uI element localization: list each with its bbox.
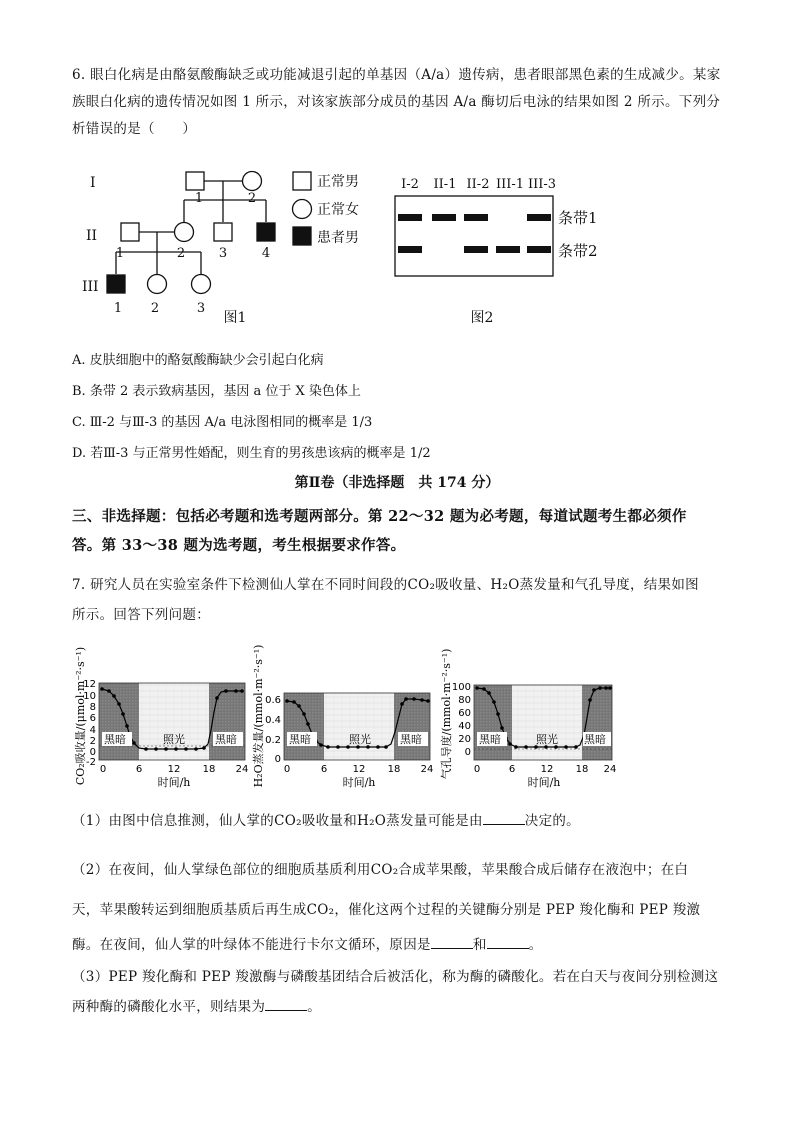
ind-label-I1: 1 [194,191,204,206]
c3-dark-label-right: 黑暗 [584,733,606,746]
gel-figure [392,170,622,330]
c1-light-label: 照光 [163,733,185,746]
ind-label-II2: 2 [176,246,186,261]
c2-xtick-0: 0 [283,764,291,775]
pedigree-III2-female [148,275,167,294]
c1-ytick-0: 0 [89,747,96,758]
c1-xtick-18: 18 [202,764,216,775]
ind-label-II4: 4 [261,246,271,261]
q6-stem-line2: 族眼白化病的遗传情况如图 1 所示，对该家族部分成员的基因 A/a 酶切后电泳的结果如图 2 所示。下列分 [72,94,721,110]
q7-stem-text-b: 吸收量、 [435,577,491,593]
q7-stem [72,570,724,630]
c3-ytick-60: 60 [458,708,471,719]
co2-formula: CO₂ [274,813,302,829]
band1-I-2 [398,214,422,221]
pedigree-III1-affected-male [107,275,125,293]
gel-lane-III-1: III-1 [495,177,525,192]
q7-part1-text-d: 决定的。 [524,813,580,829]
band2-II-2 [464,246,488,253]
section-instr-line1: 三、非选择题：包括必考题和选考题两部分。第 22～32 题为必考题，每道试题考生都必须作 [72,508,687,525]
gen-label-III: III [82,279,99,295]
q6-option-d: D. 若Ⅲ-3 与正常男性婚配，则生育的男孩患该病的概率是 1/2 [72,446,431,461]
c1-xtick-12: 12 [167,764,181,775]
c2-xtick-18: 18 [387,764,401,775]
q7-part3-text-b: 。 [307,999,322,1015]
c3-xtick-0: 0 [473,764,481,775]
band1-III-3 [527,214,551,221]
c1-xlabel: 时间/h [157,776,191,789]
q6-stem [72,62,724,143]
q7-stem-line1 [72,570,724,600]
q7-stem-text-a: 7. 研究人员在实验室条件下检测仙人掌在不同时间段的 [72,577,408,593]
c1-ytick-6: 6 [89,713,96,724]
band2-III-1 [496,246,520,253]
pedigree-II3-male [214,223,232,241]
c2-light-label: 照光 [349,733,371,746]
q7-part2-text-c: 天，苹果酸转运到细胞质基质后再生成 [72,902,307,918]
q7-part1-text-c: 蒸发量可能是由 [386,813,483,829]
pedigree-II1-male [121,223,139,241]
ind-label-III2: 2 [150,301,160,316]
h2o-formula: H₂O [490,577,520,593]
ind-label-III3: 3 [196,301,206,316]
pedigree-I2-female [243,172,262,191]
ind-label-II1: 1 [115,246,125,261]
ind-label-II3: 3 [218,246,228,261]
c3-xtick-24: 24 [603,764,617,775]
c1-ytick-neg2: -2 [86,757,96,768]
legend-normal-male: 正常男 [317,174,359,190]
chart-h2o-ylabel: H₂O蒸发量/(mmol·m⁻²·s⁻¹) [252,644,265,788]
co2-formula: CO₂ [306,902,335,918]
q7-part3-text-a: 两种酶的磷酸化水平，则结果为 [72,999,266,1015]
answer-blank[interactable] [487,934,529,949]
q6-stem-line3: 析错误的是（ ） [72,121,197,137]
chart-co2 [73,647,248,789]
legend-normal-female: 正常女 [317,202,359,218]
chart-stomata-ylabel: 气孔导度/(mmol·m⁻²·s⁻¹) [440,648,453,780]
q7-part2-text-g: 。 [528,937,543,953]
band1-II-2 [464,214,488,221]
c3-xtick-18: 18 [575,764,589,775]
gel-lane-II-1: II-1 [433,177,457,192]
pedigree-II4-affected-male [257,223,275,241]
c1-xtick-6: 6 [135,764,143,775]
ind-label-III1: 1 [113,301,123,316]
q6-option-c: C. Ⅲ-2 与Ⅲ-3 的基因 A/a 电泳图相同的概率是 1/3 [72,415,373,430]
chart-co2-ylabel: CO₂吸收量/(μmol·m⁻²·s⁻¹) [74,646,87,786]
answer-blank[interactable] [431,934,473,949]
pedigree-II2-female [175,223,194,242]
legend-normal-male-icon [293,172,311,190]
band2-III-3 [527,246,551,253]
c2-xlabel: 时间/h [342,776,376,789]
c3-dark-label-left: 黑暗 [479,733,501,746]
c1-ytick-4: 4 [89,725,96,736]
q7-part2-text-e: 酶。在夜间，仙人掌的叶绿体不能进行卡尔文循环，原因是 [72,937,431,953]
c3-xlabel: 时间/h [527,776,561,789]
q7-charts [66,640,626,800]
h2o-formula: H₂O [357,813,387,829]
answer-blank[interactable] [483,810,525,825]
section-title: 第Ⅱ卷（非选择题 共 174 分） [294,475,500,491]
q7-part2 [72,850,724,960]
ind-label-I2: 2 [247,191,257,206]
q6-option-a: A. 皮肤细胞中的酪氨酸酶缺少会引起白化病 [72,353,324,368]
answer-blank[interactable] [265,996,307,1011]
band1-II-1 [432,214,456,221]
q7-part1-text-a: （1）由图中信息推测，仙人掌的 [72,813,275,829]
gel-lane-II-2: II-2 [466,177,490,192]
q7-part1-text-b: 吸收量和 [301,813,358,829]
q7-part3-line2 [72,992,724,1022]
c2-ytick-0.4: 0.4 [265,715,281,726]
gel-lane-I-2: I-2 [401,177,419,192]
c2-xtick-6: 6 [320,764,328,775]
c1-xtick-0: 0 [99,764,107,775]
legend-affected-male: 患者男 [317,230,359,246]
c1-dark-label-left: 黑暗 [104,733,126,746]
q7-part2-text-b: 合成苹果酸，苹果酸合成后储存在液泡中；在白 [398,862,689,878]
c3-xtick-6: 6 [508,764,516,775]
band2-I-2 [398,246,422,253]
figure2-caption: 图2 [470,310,494,326]
c1-ytick-8: 8 [89,702,96,713]
q7-part2-line2 [72,890,724,930]
chart-h2o [251,645,433,789]
pedigree-I1-male [186,172,204,190]
band-label-2: 条带2 [558,242,598,260]
c2-ytick-0: 0 [274,754,281,765]
c3-xtick-12: 12 [540,764,554,775]
gen-label-I: I [90,175,96,191]
q7-part3-line1: （3）PEP 羧化酶和 PEP 羧激酶与磷酸基团结合后被活化，称为酶的磷酸化。若在白天与夜间分别检测这 [72,969,719,985]
q7-part2-text-f: 和 [472,937,487,953]
c1-ytick-12: 12 [83,679,96,690]
q7-part2-text-a: （2）在夜间，仙人掌绿色部位的细胞质基质利用 [72,862,371,878]
co2-formula: CO₂ [370,862,399,878]
co2-formula: CO₂ [407,577,436,593]
q7-part2-line3 [72,930,724,960]
c2-ytick-0.6: 0.6 [265,695,281,706]
c3-ytick-0: 0 [464,747,471,758]
q7-stem-line2: 所示。回答下列问题： [72,607,210,623]
legend-affected-male-icon [293,227,311,245]
c2-dark-label-left: 黑暗 [289,733,311,746]
c1-xtick-24: 24 [235,764,249,775]
q7-part1 [72,808,724,835]
gel-lane-III-3: III-3 [527,177,557,192]
pedigree-III3-female [192,275,211,294]
gel-box [395,196,553,276]
c3-ytick-40: 40 [458,721,471,732]
c3-light-label: 照光 [536,733,558,746]
c1-dark-label-right: 黑暗 [215,733,237,746]
band-label-1: 条带1 [558,209,598,227]
pedigree-figure [80,160,380,330]
c2-xtick-12: 12 [352,764,366,775]
c2-xtick-24: 24 [420,764,434,775]
section-instr-line2: 答。第 33～38 题为选考题，考生根据要求作答。 [72,537,406,554]
figure1-caption: 图1 [223,310,247,326]
c3-ytick-100: 100 [451,682,471,693]
gen-label-II: II [86,228,98,244]
q7-part3 [72,962,724,1022]
q7-stem-text-c: 蒸发量和气孔导度，结果如图 [519,577,699,593]
legend-normal-female-icon [293,200,312,219]
q6-option-b: B. 条带 2 表示致病基因，基因 a 位于 X 染色体上 [72,384,361,399]
c3-ytick-80: 80 [458,695,471,706]
chart-stomata [439,649,616,789]
q7-part2-line1 [72,850,724,890]
c3-ytick-20: 20 [458,734,471,745]
c2-ytick-0.2: 0.2 [265,735,281,746]
q7-part2-text-d: ，催化这两个过程的关键酶分别是 PEP 羧化酶和 PEP 羧激 [334,902,701,918]
c2-dark-label-right: 黑暗 [400,733,422,746]
c1-ytick-2: 2 [89,736,96,747]
c1-ytick-10: 10 [83,691,96,702]
q6-stem-line1: 6. 眼白化病是由酪氨酸酶缺乏或功能减退引起的单基因（A/a）遗传病，患者眼部黑色素的生成减少。某家 [72,67,721,83]
section-instructions [72,502,724,560]
